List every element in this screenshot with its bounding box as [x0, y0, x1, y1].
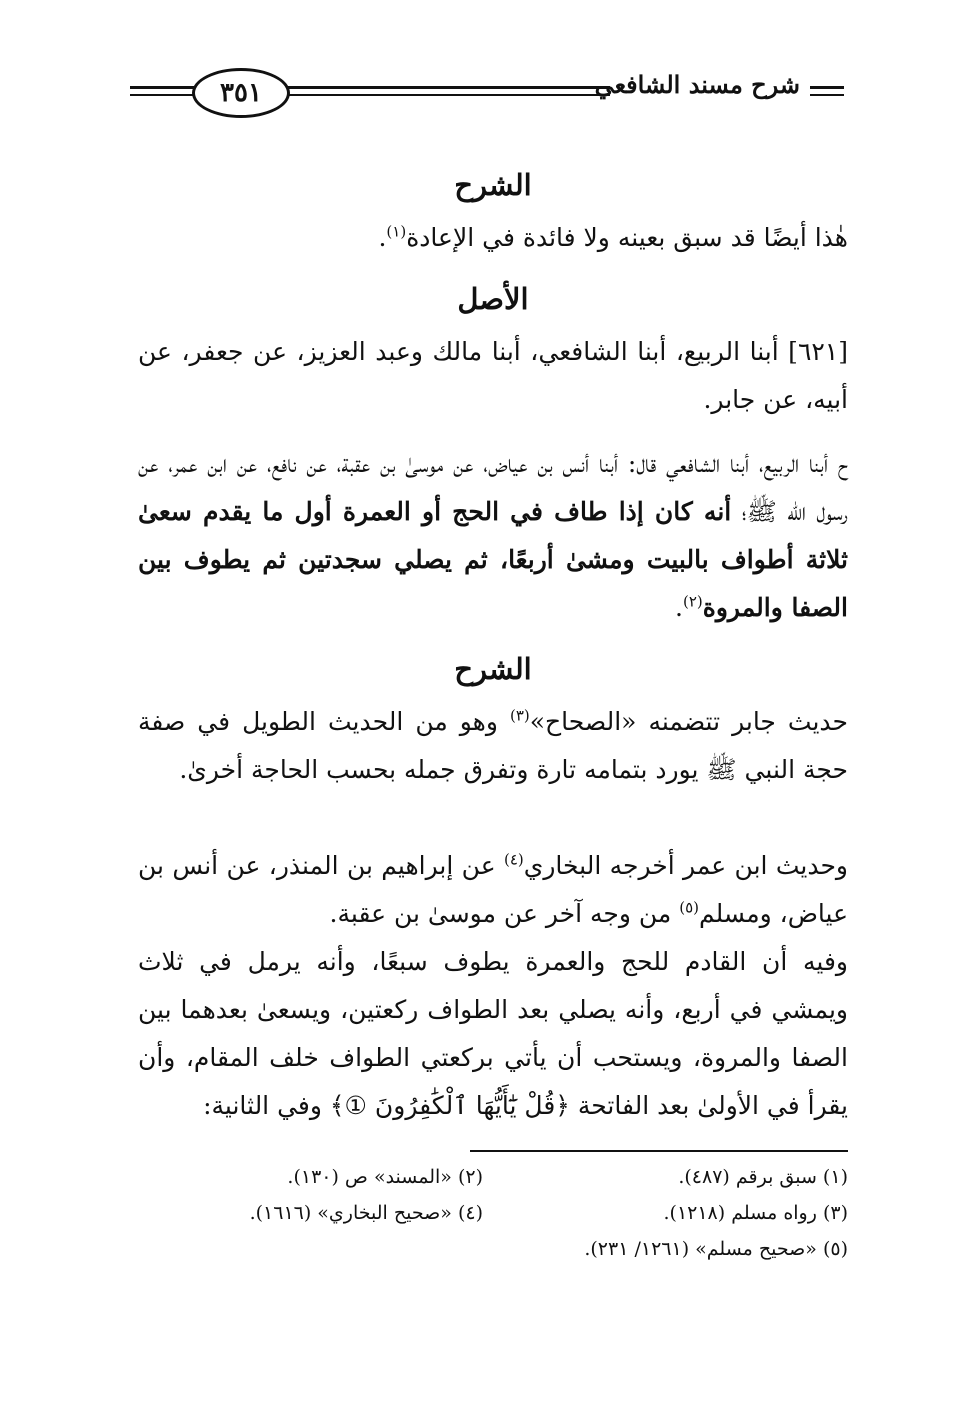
- header-rule-left-top: [130, 86, 200, 89]
- paragraph-text: وحديث ابن عمر أخرجه البخاري: [523, 851, 848, 880]
- paragraph: ح أبنا الربيع، أبنا الشافعي قال: أبنا أنس بن عياض، عن موسىٰ بن عقبة، عن نافع، عن ابن عمر، عن رسول الله ﷺ؛ أنه كان إذا طاف في الحج أو العمرة أول ما يقدم سعىٰ ثلاثة أطواف بالبيت ومشىٰ أربعًا، ثم يصلي سجدتين ثم يطوف بين الصفا والمروة$^{(٢)}$.: [138, 449, 848, 622]
- header-rule-middle-top: [280, 86, 610, 89]
- footnote: (٢) «المسند» ص (١٣٠).: [287, 1166, 483, 1188]
- footnote: (١) سبق برقم (٤٨٧).: [678, 1166, 848, 1188]
- header-rule-middle-bottom: [280, 94, 610, 96]
- footnote-ref: (٥): [679, 898, 699, 917]
- header-rule-left-bottom: [130, 94, 200, 96]
- paragraph: [٦٢١] أبنا الربيع، أبنا الشافعي، أبنا مالك وعبد العزيز، عن جعفر، عن أبيه، عن جابر.: [138, 337, 848, 414]
- header-rule-right-top: [810, 86, 844, 89]
- footnote-ref: (٤): [503, 850, 524, 869]
- paragraph-text: من وجه آخر عن موسىٰ بن عقبة.: [329, 899, 672, 928]
- footnote-ref: (١): [386, 222, 407, 241]
- paragraph-text: ح أبنا الربيع، أبنا الشافعي قال: أبنا أنس بن عياض، عن موسىٰ بن عقبة، عن نافع، عن ابن عمر، عن رسول الله ﷺ؛: [138, 449, 848, 526]
- paragraph-text: وهو من الحديث الطويل في صفة حجة النبي ﷺ يورد بتمامه تارة وتفرق جمله بحسب الحاجة أخرىٰ.: [138, 707, 848, 784]
- paragraph: [138, 842, 848, 938]
- paragraph-text: هٰذا أيضًا قد سبق بعينه ولا فائدة في الإعادة: [406, 223, 848, 252]
- section-heading: الشرح: [454, 652, 532, 686]
- paragraph: هٰذا أيضًا قد سبق بعينه ولا فائدة في الإعادة$^{(١)}$.: [378, 222, 848, 252]
- footnote: (٤) «صحيح البخاري» (١٦١٦).: [249, 1202, 483, 1224]
- hadith-text: أنه كان إذا طاف في الحج أو العمرة أول ما يقدم سعىٰ ثلاثة أطواف بالبيت ومشىٰ أربعًا، ثم يصلي سجدتين ثم يطوف بين الصفا والمروة: [138, 497, 848, 622]
- paragraph-text: حديث جابر تتضمنه «الصحاح»: [529, 707, 848, 736]
- paragraph: وفيه أن القادم للحج والعمرة يطوف سبعًا، وأنه يرمل في ثلاث ويمشي في أربع، وأنه يصلي بعد الطواف ركعتين، ويسعىٰ بعدهما بين الصفا والمروة، ويستحب أن يأتي بركعتي الطواف خلف المقام، وأن يقرأ في الأولىٰ بعد الفاتحة ﴿قُلْ يَٰٓأَيُّهَا ٱلْكَٰفِرُونَ ①﴾ وفي الثانية:: [138, 947, 848, 1120]
- footnote-separator: [470, 1150, 848, 1152]
- section-heading: الأصل: [457, 282, 529, 316]
- footnote: (٥) «صحيح مسلم» (١٢٦١/ ٢٣١).: [584, 1238, 848, 1260]
- running-header: [130, 62, 850, 122]
- section-heading: الشرح: [454, 168, 532, 202]
- header-rule-right-bottom: [810, 94, 844, 96]
- footnote: (٣) رواه مسلم (١٢١٨).: [663, 1202, 848, 1224]
- page-number: ٣٥١: [192, 68, 290, 118]
- footnote-ref: (٢): [682, 592, 703, 611]
- paragraph: [138, 698, 848, 794]
- paragraph-text: عن إبراهيم بن المنذر، عن أنس بن عياض، ومسلم: [138, 851, 848, 928]
- book-title: شرح مسند الشافعي: [594, 70, 800, 99]
- footnote-ref: (٣): [509, 706, 530, 725]
